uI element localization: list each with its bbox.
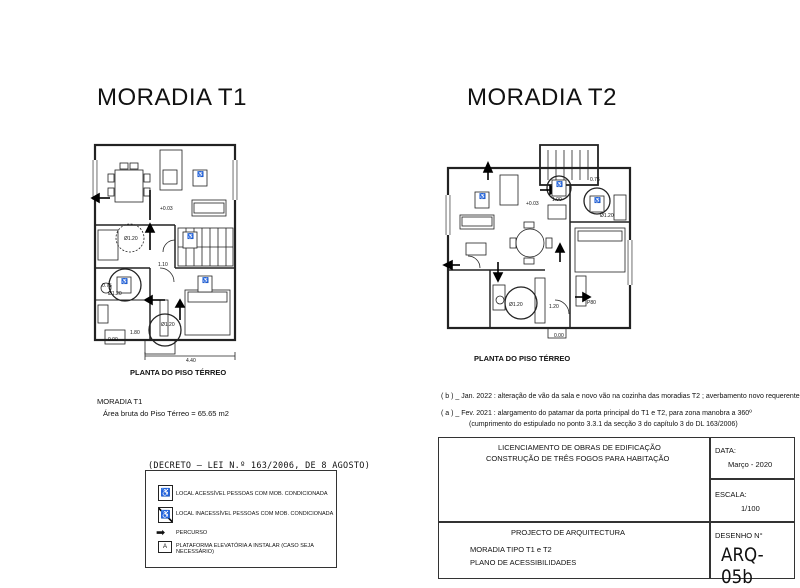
wheelchair-icon: ♿ [158,485,173,501]
licensing-label: LICENCIAMENTO DE OBRAS DE EDIFICAÇÃO [498,443,661,452]
drawing-number: ARQ-05b [721,544,764,588]
t1-plan-label: PLANTA DO PISO TÉRREO [130,368,227,377]
t2-dim-c: 0.00 [554,333,564,339]
t2-dim-e: P80 [587,300,596,306]
platform-symbol: A [158,541,172,553]
house-type-label: MORADIA TIPO T1 e T2 [470,545,552,554]
t1-dim-c: 1.80 [130,330,140,336]
t1-dim-b: 4.40 [186,358,196,364]
t1-circle-a: Ø1.20 [124,236,138,242]
titleblock-scale [710,479,795,522]
t1-dim-e: 0.00 [108,337,118,343]
t2-wheelchair-icon-living: ♿ [479,194,486,200]
t2-circle-a: Ø1.20 [509,302,523,308]
titleblock-date [710,437,795,479]
t1-wheelchair-icon-bath: ♿ [121,279,128,285]
titleblock-licensing [438,437,710,522]
date-value: Março - 2020 [728,460,773,469]
t2-wheelchair-icon-bath: ♿ [594,198,601,204]
t2-wheelchair-icon-stairs: ♿ [556,182,563,188]
t1-circle-b: Ø1.20 [108,291,122,297]
titleblock-drawing [710,522,795,588]
t2-dim-d: 1.20 [549,304,559,310]
date-label: DATA: [715,446,736,455]
legend-inaccessible: LOCAL INACESSÍVEL PESSOAS COM MOB. CONDICIONADA [176,511,334,517]
t1-level: +0.03 [160,206,173,212]
t1-dim-d: 0.75 [102,283,112,289]
construction-label: CONSTRUÇÃO DE TRÊS FOGOS PARA HABITAÇÃO [486,454,670,463]
titleblock-project [438,522,710,579]
scale-value: 1/100 [741,504,760,513]
t1-circle-c: Ø1.20 [161,322,175,328]
t1-dim-a: 1.10 [158,262,168,268]
t2-dim-b: 1.00 [552,197,562,203]
t2-circle-b: Ø1.20 [600,213,614,219]
t1-wheelchair-icon-living: ♿ [197,172,204,178]
t1-wheelchair-icon-stairs: ♿ [187,234,194,240]
legend [145,470,337,568]
t1-area: Área bruta do Piso Térreo = 65.65 m2 [103,409,229,418]
arrow-right-icon: ➡ [156,527,166,539]
t2-plan-label: PLANTA DO PISO TÉRREO [474,354,571,363]
t2-level: +0.03 [526,201,539,207]
legend-header: (DECRETO – LEI N.º 163/2006, DE 8 AGOSTO) [148,461,371,471]
t2-title: MORADIA T2 [467,84,617,111]
legend-platform: PLATAFORMA ELEVATÓRIA A INSTALAR (CASO SEJA NECESSÁRIO) [176,543,314,555]
drawing-label: DESENHO N° [715,531,763,540]
legend-accessible: LOCAL ACESSÍVEL PESSOAS COM MOB. CONDICIONADA [176,491,328,497]
t1-wheelchair-icon-bedroom: ♿ [202,278,209,284]
note-b: ( b ) _ Jan. 2022 : alteração de vão da sala e novo vão na cozinha das moradias T2 ; averbamento novo requerente [441,393,800,400]
t1-house-label: MORADIA T1 [97,397,143,406]
project-label: PROJECTO DE ARQUITECTURA [511,528,626,537]
note-a: ( a ) _ Fev. 2021 : alargamento do patamar da porta principal do T1 e T2, para zona manobra a 360º [441,410,752,417]
scale-label: ESCALA: [715,490,747,499]
plan-label: PLANO DE ACESSIBILIDADES [470,558,577,567]
note-a-cont: (cumprimento do estipulado no ponto 3.3.1 da secção 3 do capítulo 3 do DL 163/2006) [469,421,738,428]
t1-title: MORADIA T1 [97,84,247,111]
legend-route: PERCURSO [176,530,208,536]
wheelchair-crossed-icon: ♿ [158,507,173,523]
t2-dim-a: 0.75 [590,177,600,183]
